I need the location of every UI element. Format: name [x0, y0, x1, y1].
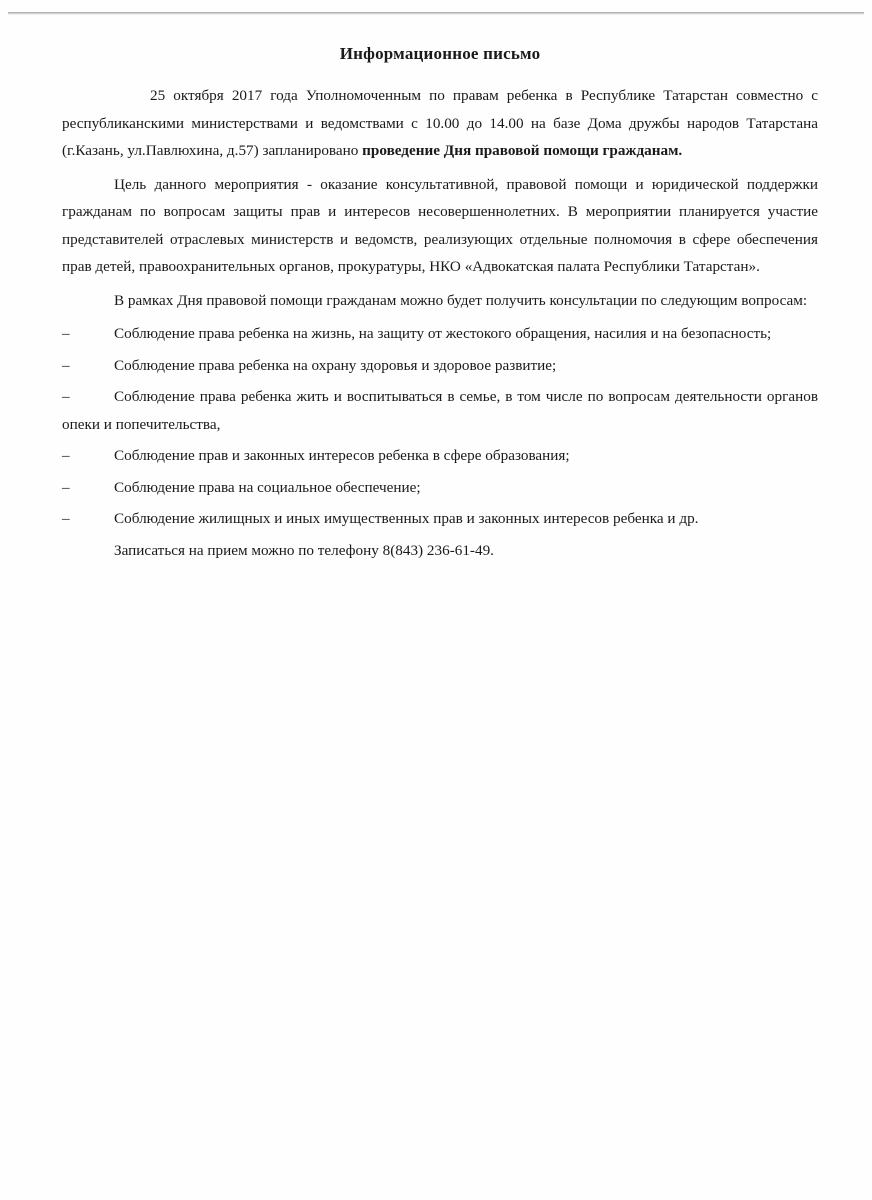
list-item-text: Соблюдение права ребенка на охрану здоровья и здоровое развитие; [114, 356, 557, 374]
dash-bullet: – [62, 356, 70, 374]
list-item [62, 320, 818, 348]
paragraph-event-announcement [62, 82, 818, 165]
scan-edge-shadow [8, 12, 864, 15]
dash-bullet: – [62, 447, 70, 464]
paragraph-consultation-intro: В рамках Дня правовой помощи гражданам можно будет получить консультации по следующим вопросам: [114, 291, 808, 309]
letter-body [62, 44, 818, 564]
list-item-text: Соблюдение права на социальное обеспечение; [114, 478, 421, 496]
dash-bullet: – [62, 325, 70, 342]
dash-bullet: – [62, 478, 70, 496]
announcement-text: 25 октября 2017 года Уполномоченным по правам ребенка в Республике Татарстан совместно с республиканскими министерствами и ведомствами с 10.00 до 14.00 на базе Дома дружбы народов Татарстана (г.Казань, ул.Павлюхина, д.57) запланировано [62, 87, 818, 159]
registration-phone-line: Записаться на прием можно по телефону 8(843) 236-61-49. [114, 541, 494, 559]
list-item-text: Соблюдение права ребенка на жизнь, на защиту от жестокого обращения, насилия и на безопасность; [114, 325, 772, 342]
list-item [62, 474, 818, 502]
dash-bullet: – [62, 510, 70, 527]
list-item-text: Соблюдение прав и законных интересов ребенка в сфере образования; [114, 447, 570, 464]
list-item [62, 352, 818, 380]
list-item [62, 505, 818, 533]
list-item-text: Соблюдение права ребенка жить и воспитываться в семье, в том числе по вопросам деятельности органов опеки и попечительства, [62, 388, 818, 433]
consultation-topics-list [62, 320, 818, 533]
list-item-text: Соблюдение жилищных и иных имущественных прав и законных интересов ребенка и др. [114, 510, 699, 527]
paragraph-event-purpose: Цель данного мероприятия - оказание консультативной, правовой помощи и юридической поддержки гражданам по вопросам защиты прав и интересов несовершеннолетних. В мероприятии планируется участие представителей отраслевых министерств и ведомств, реализующих отдельные полномочия в сфере обеспечения прав детей, правоохранительных органов, прокуратуры, НКО «Адвокатская палата Республики Татарстан». [62, 175, 818, 275]
list-item [62, 442, 818, 470]
announcement-bold-text: проведение Дня правовой помощи гражданам. [362, 142, 683, 159]
page-title: Информационное письмо [339, 44, 541, 63]
dash-bullet: – [62, 388, 70, 405]
list-item [62, 383, 818, 438]
